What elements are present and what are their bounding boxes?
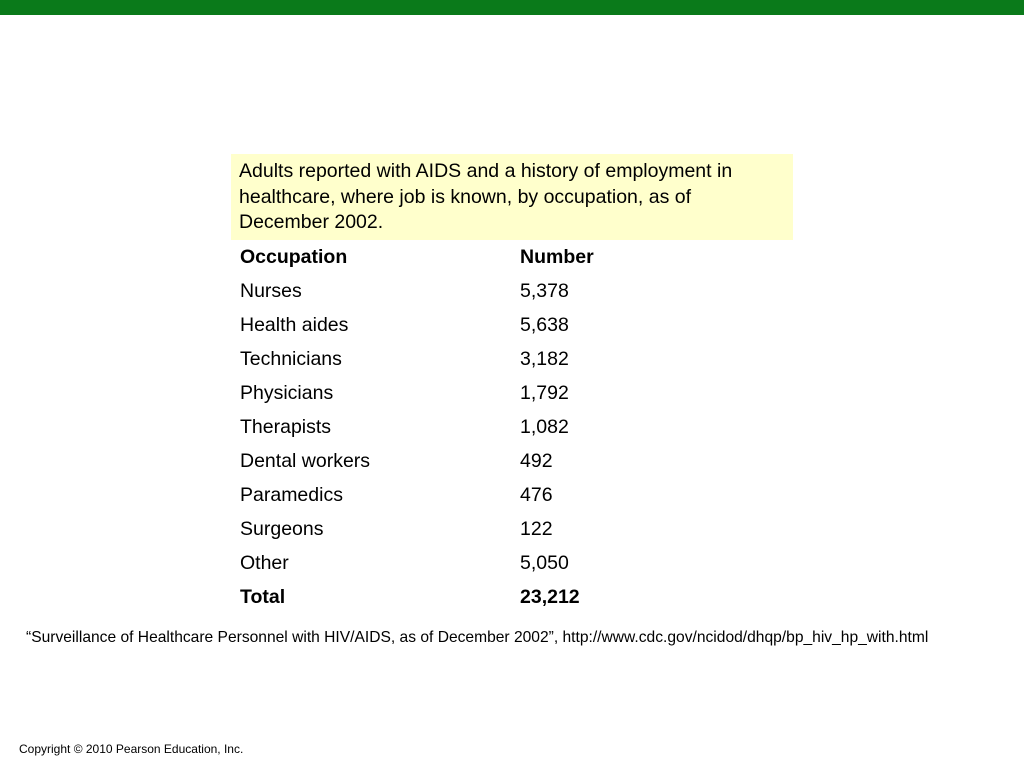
table-row [240, 274, 720, 308]
occupation-cell: Health aides [240, 313, 349, 336]
table-row [240, 512, 720, 546]
occupation-cell: Therapists [240, 415, 332, 438]
table-row [240, 342, 720, 376]
number-cell: 1,792 [520, 381, 569, 404]
occupation-cell: Dental workers [240, 449, 371, 472]
copyright-notice: Copyright © 2010 Pearson Education, Inc. [19, 742, 244, 756]
table-header-row [240, 240, 720, 274]
number-cell: 476 [520, 483, 553, 506]
occupation-table [240, 240, 720, 614]
table-caption: Adults reported with AIDS and a history of employment in healthcare, where job is known, by occupation, as of December 2002. [231, 154, 793, 240]
occupation-cell: Other [240, 551, 289, 574]
occupation-cell: Nurses [240, 279, 302, 302]
number-cell: 5,050 [520, 551, 569, 574]
top-accent-bar [0, 0, 1024, 15]
table-row [240, 546, 720, 580]
table-row [240, 308, 720, 342]
table-row [240, 410, 720, 444]
table-total-row [240, 580, 720, 614]
table-row [240, 444, 720, 478]
number-cell: 5,638 [520, 313, 569, 336]
number-cell: 3,182 [520, 347, 569, 370]
header-occupation: Occupation [240, 245, 348, 268]
number-cell: 492 [520, 449, 553, 472]
occupation-cell: Physicians [240, 381, 334, 404]
number-cell: 5,378 [520, 279, 569, 302]
number-cell: 122 [520, 517, 553, 540]
number-cell: 23,212 [520, 585, 580, 608]
occupation-cell: Total [240, 585, 286, 608]
occupation-cell: Surgeons [240, 517, 324, 540]
table-row [240, 376, 720, 410]
occupation-cell: Paramedics [240, 483, 343, 506]
number-cell: 1,082 [520, 415, 569, 438]
source-citation: “Surveillance of Healthcare Personnel with HIV/AIDS, as of December 2002”, http://www.cdc.gov/ncidod/dhqp/bp_hiv_hp_with.html [26, 629, 929, 646]
header-number: Number [520, 245, 594, 268]
table-row [240, 478, 720, 512]
occupation-cell: Technicians [240, 347, 342, 370]
